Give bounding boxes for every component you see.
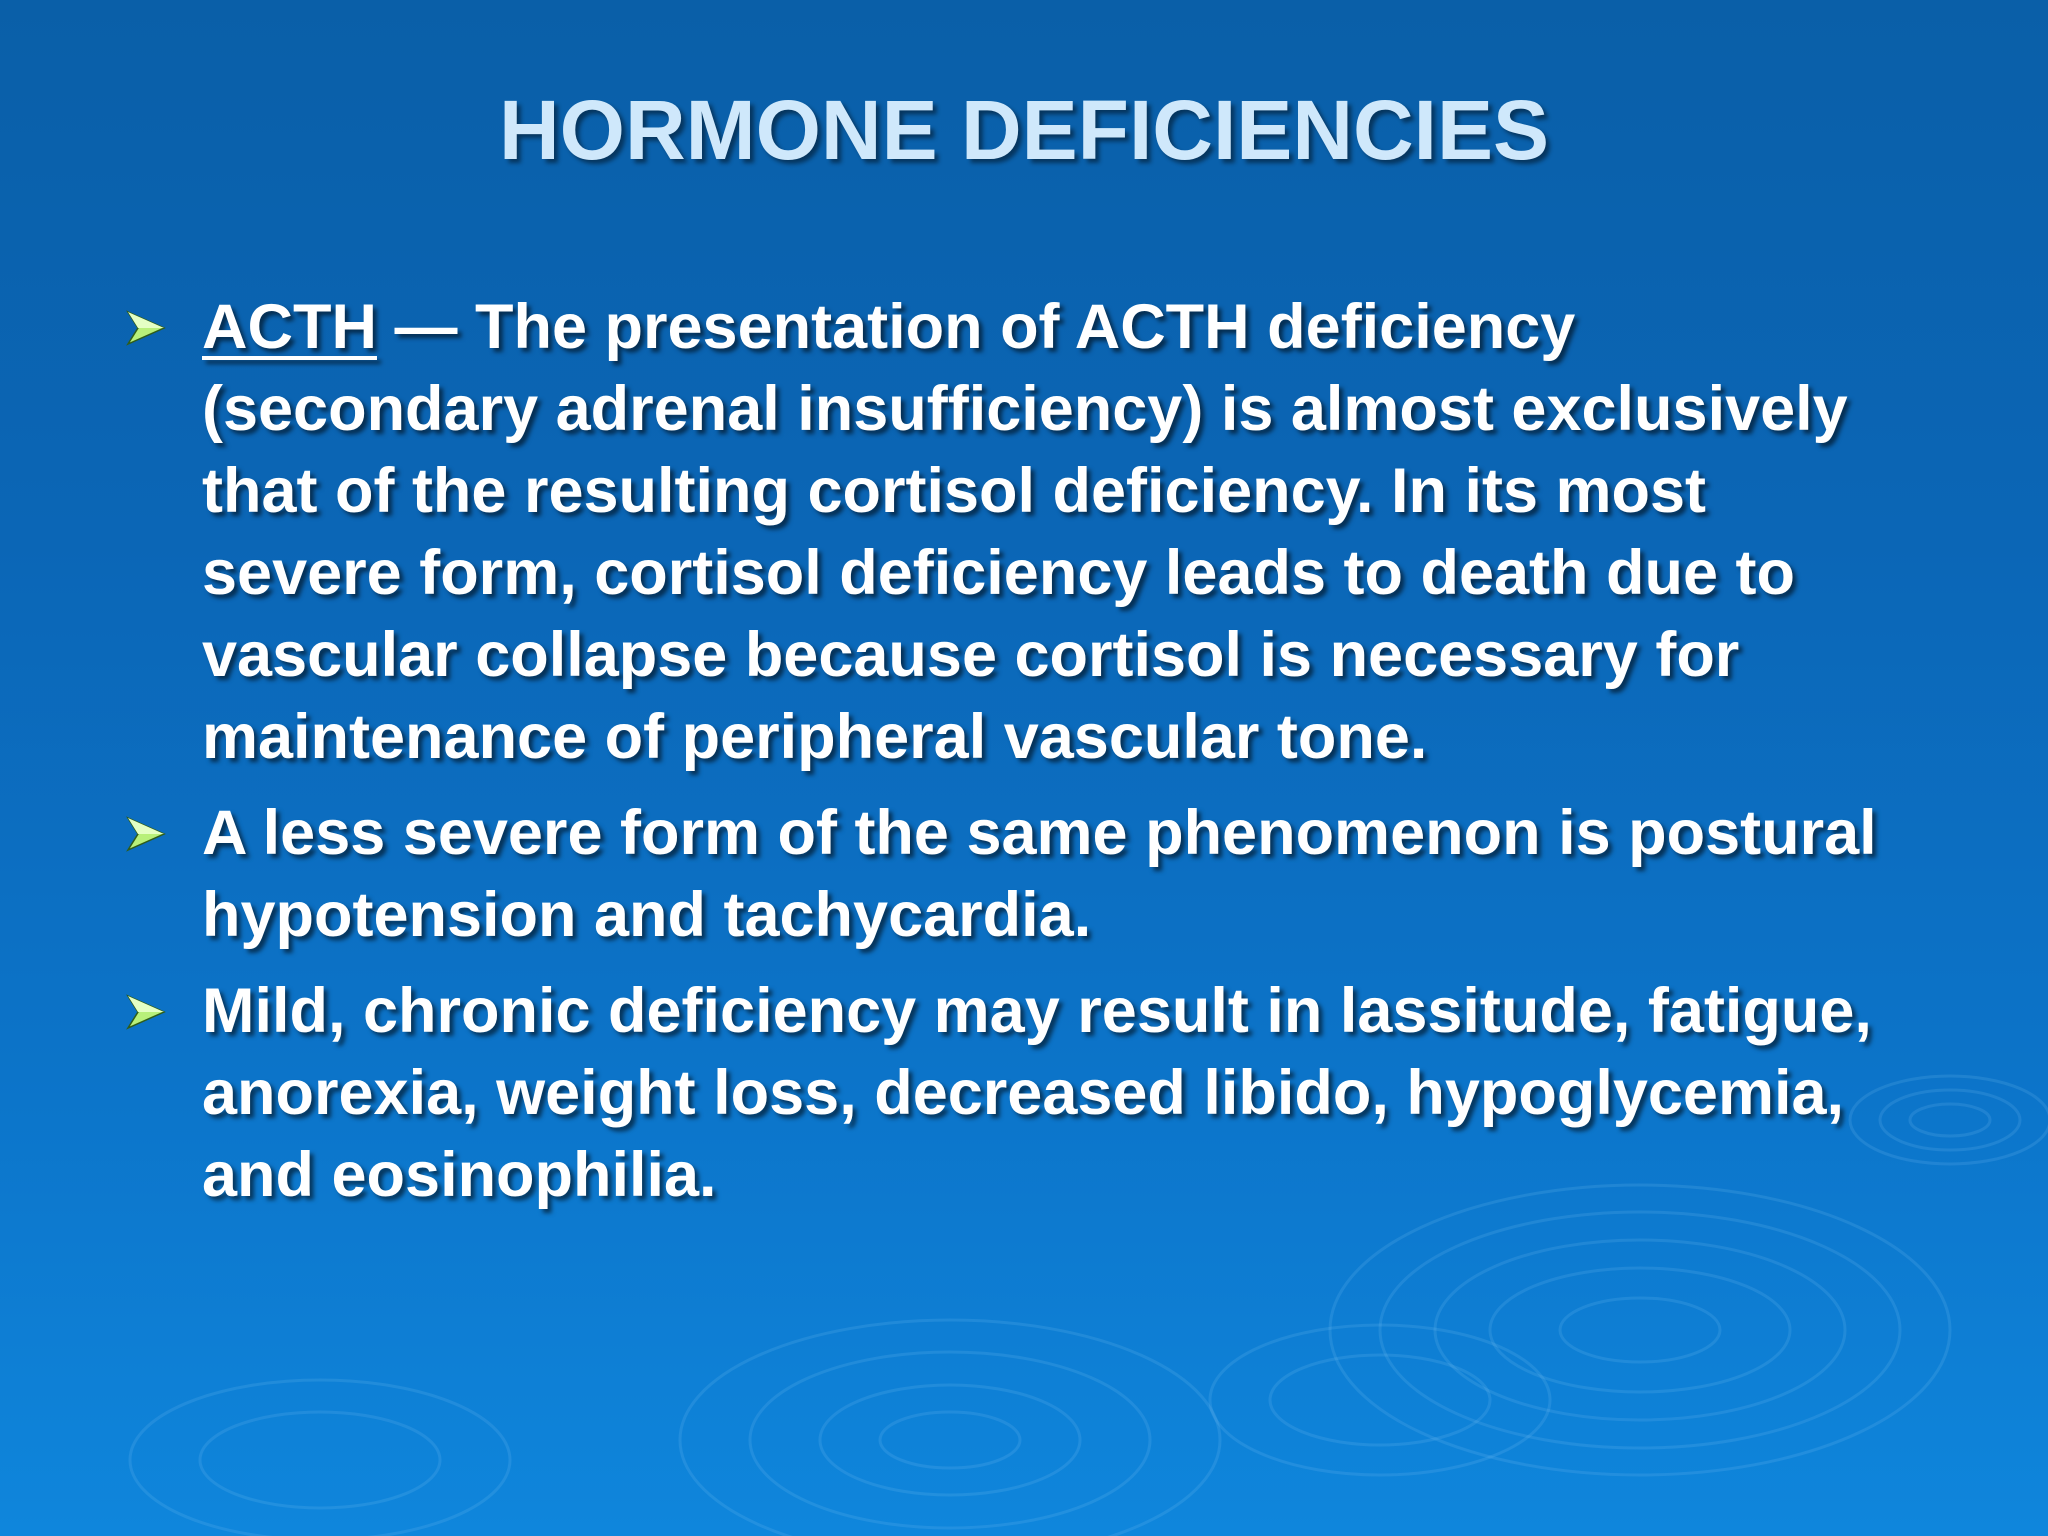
bullet-item-postural [120,792,1900,956]
arrowhead-bullet-icon [126,994,166,1030]
bullet-list [120,286,1900,1230]
bullet-text: — The presentation of ACTH deficiency (secondary adrenal insufficiency) is almost exclusively that of the resulting cortisol deficiency. In its most severe form, cortisol deficiency leads to death due to vascular collapse because cortisol is necessary for maintenance of peripheral vascular tone. [202,292,1848,772]
slide-title: HORMONE DEFICIENCIES [498,83,1550,177]
bullet-term: ACTH [202,292,377,362]
bullet-text: Mild, chronic deficiency may result in lassitude, fatigue, anorexia, weight loss, decreased libido, hypoglycemia, and eosinophilia. [202,976,1872,1210]
arrowhead-bullet-icon [126,310,166,346]
bullet-text: A less severe form of the same phenomenon is postural hypotension and tachycardia. [202,798,1877,950]
bullet-item-mild-deficiency [120,970,1900,1216]
bullet-item-acth [120,286,1900,778]
arrowhead-bullet-icon [126,816,166,852]
